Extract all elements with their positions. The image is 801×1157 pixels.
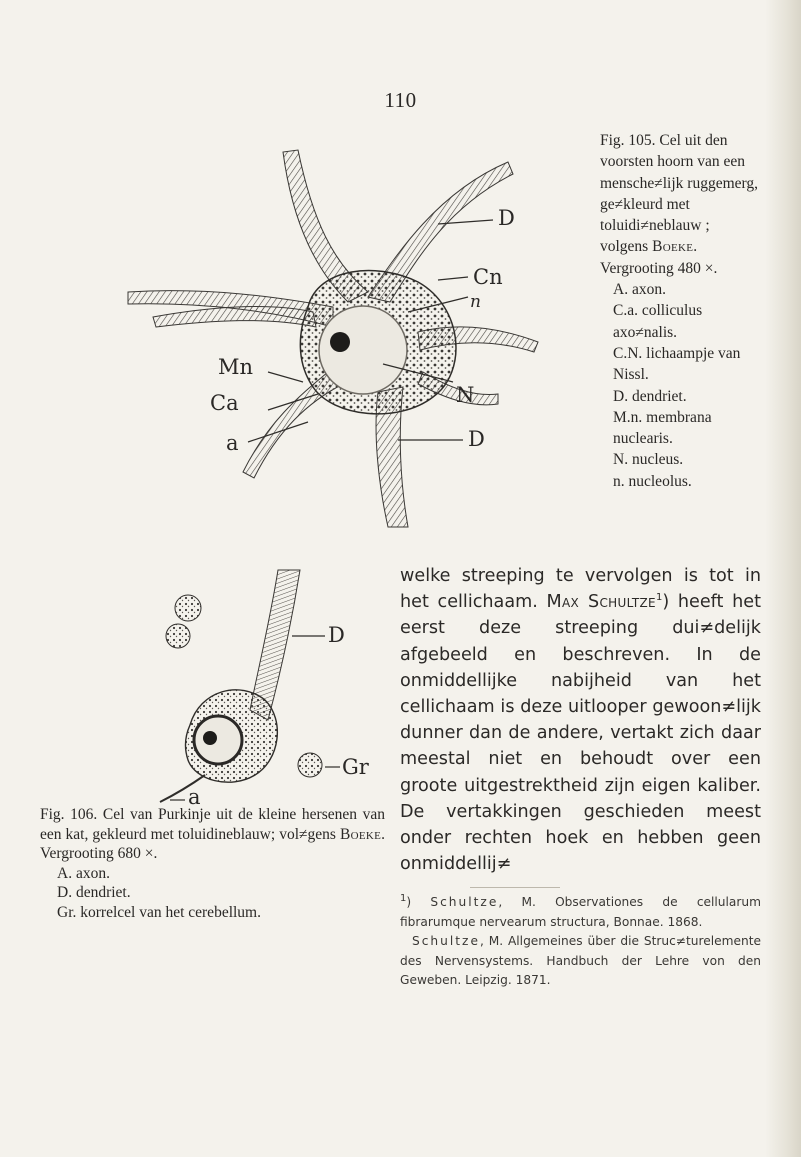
figure-106-legend-item: Gr. korrelcel van het cerebellum.	[57, 903, 261, 921]
cell-106-nucleus	[194, 716, 242, 764]
footnotes	[400, 893, 761, 991]
label-n: n	[470, 292, 481, 312]
footnote-1-text: , M. Observationes de cellularum fibrarumque nervearum structura, Bonnae. 1868.	[400, 895, 761, 929]
figure-106-illustration	[130, 560, 380, 805]
body-text-part1: welke streeping te vervolgen is tot in het cellichaam.	[400, 566, 761, 613]
figure-106-caption-text: Fig. 106. Cel van Purkinje uit de kleine hersenen van een kat, gekleurd met toluidineblauw; vol≠gens	[40, 806, 385, 843]
figure-105-caption-text: Fig. 105. Cel uit den voorsten hoorn van een mensche≠lijk ruggemerg, ge≠kleurd met toluidi≠neblauw ; volgens	[600, 132, 759, 256]
label-Gr: Gr	[342, 755, 369, 779]
figure-105-caption-author: Boeke	[652, 238, 694, 256]
figure-105-caption	[600, 130, 760, 492]
label-a: a	[226, 431, 239, 455]
figure-106-legend-item: A. axon.	[57, 864, 110, 882]
body-paragraph: welke streeping te vervolgen is tot in het cellichaam. Max Schultze$^1$) heeft het eerst deze streeping dui≠delijk afgebeeld en beschreven. In de onmiddellijke nabijheid van het cellichaam is deze uitlooper gewoon≠lijk dunner dan de andere, vertakt zich daar meestal niet en behoudt over een groote uitgestrektheid zijn eigen kaliber. De vertakkingen geschieden meest onder rechten hoek en hebben geen onmiddellij≠	[400, 566, 761, 875]
figure-106-caption	[40, 805, 385, 923]
figure-105-illustration	[118, 132, 588, 532]
figure-105-legend-item: n. nucleolus.	[613, 472, 692, 490]
cell-106-nucleolus	[203, 731, 217, 745]
figure-105	[118, 132, 588, 532]
footnote-reference[interactable]: 1	[655, 592, 663, 604]
footnote-rule	[470, 887, 560, 888]
figure-105-legend-item: N. nucleus.	[613, 451, 684, 469]
footnote-1: $^1$) Schultze, M. Observationes de cellularum fibrarumque nervearum structura, Bonnae. 1868.	[400, 892, 761, 929]
label-D: D	[328, 623, 345, 647]
footnote-2-author: Schultze	[412, 934, 480, 948]
figure-106-caption-author: Boeke	[339, 825, 382, 843]
figure-105-caption-rest: . Vergrooting 480 ×.	[600, 238, 718, 277]
label-Cn: Cn	[473, 265, 503, 289]
body-author-name: Max Schultze	[546, 592, 656, 613]
body-text-part2: heeft het eerst deze streeping dui≠delijk afgebeeld en beschreven. In de onmiddellijke nabijheid van het cellichaam is deze uitlooper gewoon≠lijk dunner dan de andere, vertakt zich daar meestal niet en behoudt over een groote uitgestrektheid zijn eigen kaliber. De vertakkingen geschieden meest onder rechten hoek en hebben geen onmiddellij≠	[400, 592, 761, 875]
figure-105-legend-item: M.n. membrana nuclearis.	[613, 408, 712, 448]
figure-106-legend-item: D. dendriet.	[57, 884, 131, 902]
cell-105-nucleolus	[330, 332, 350, 352]
label-Ca: Ca	[210, 391, 239, 415]
figure-106	[130, 560, 380, 805]
figure-105-legend-item: C.a. colliculus axo≠nalis.	[613, 302, 703, 341]
label-a-106: a	[188, 785, 201, 805]
footnote-2-text: , M. Allgemeines über die Struc≠turelemente des Nervensystems. Handbuch der Lehre von den Geweben. Leipzig. 1871.	[400, 934, 761, 987]
footnote-marker: 1	[400, 892, 407, 904]
label-Mn: Mn	[218, 355, 254, 379]
footnote-2	[400, 932, 761, 991]
figure-105-legend-item: D. dendriet.	[613, 387, 687, 405]
page-number: 110	[384, 88, 417, 112]
label-D-bottom: D	[468, 427, 485, 451]
label-N: N	[456, 383, 475, 407]
cell-105-nucleus	[319, 306, 407, 394]
label-D-top: D	[498, 206, 515, 230]
page-edge-shadow	[765, 0, 801, 1157]
footnote-1-author: Schultze	[430, 895, 499, 909]
figure-106-caption-rest: . Vergrooting 680 ×.	[40, 825, 386, 863]
figure-105-legend-item: C.N. lichaampje van Nissl.	[613, 344, 741, 384]
figure-105-legend-item: A. axon.	[613, 281, 666, 299]
